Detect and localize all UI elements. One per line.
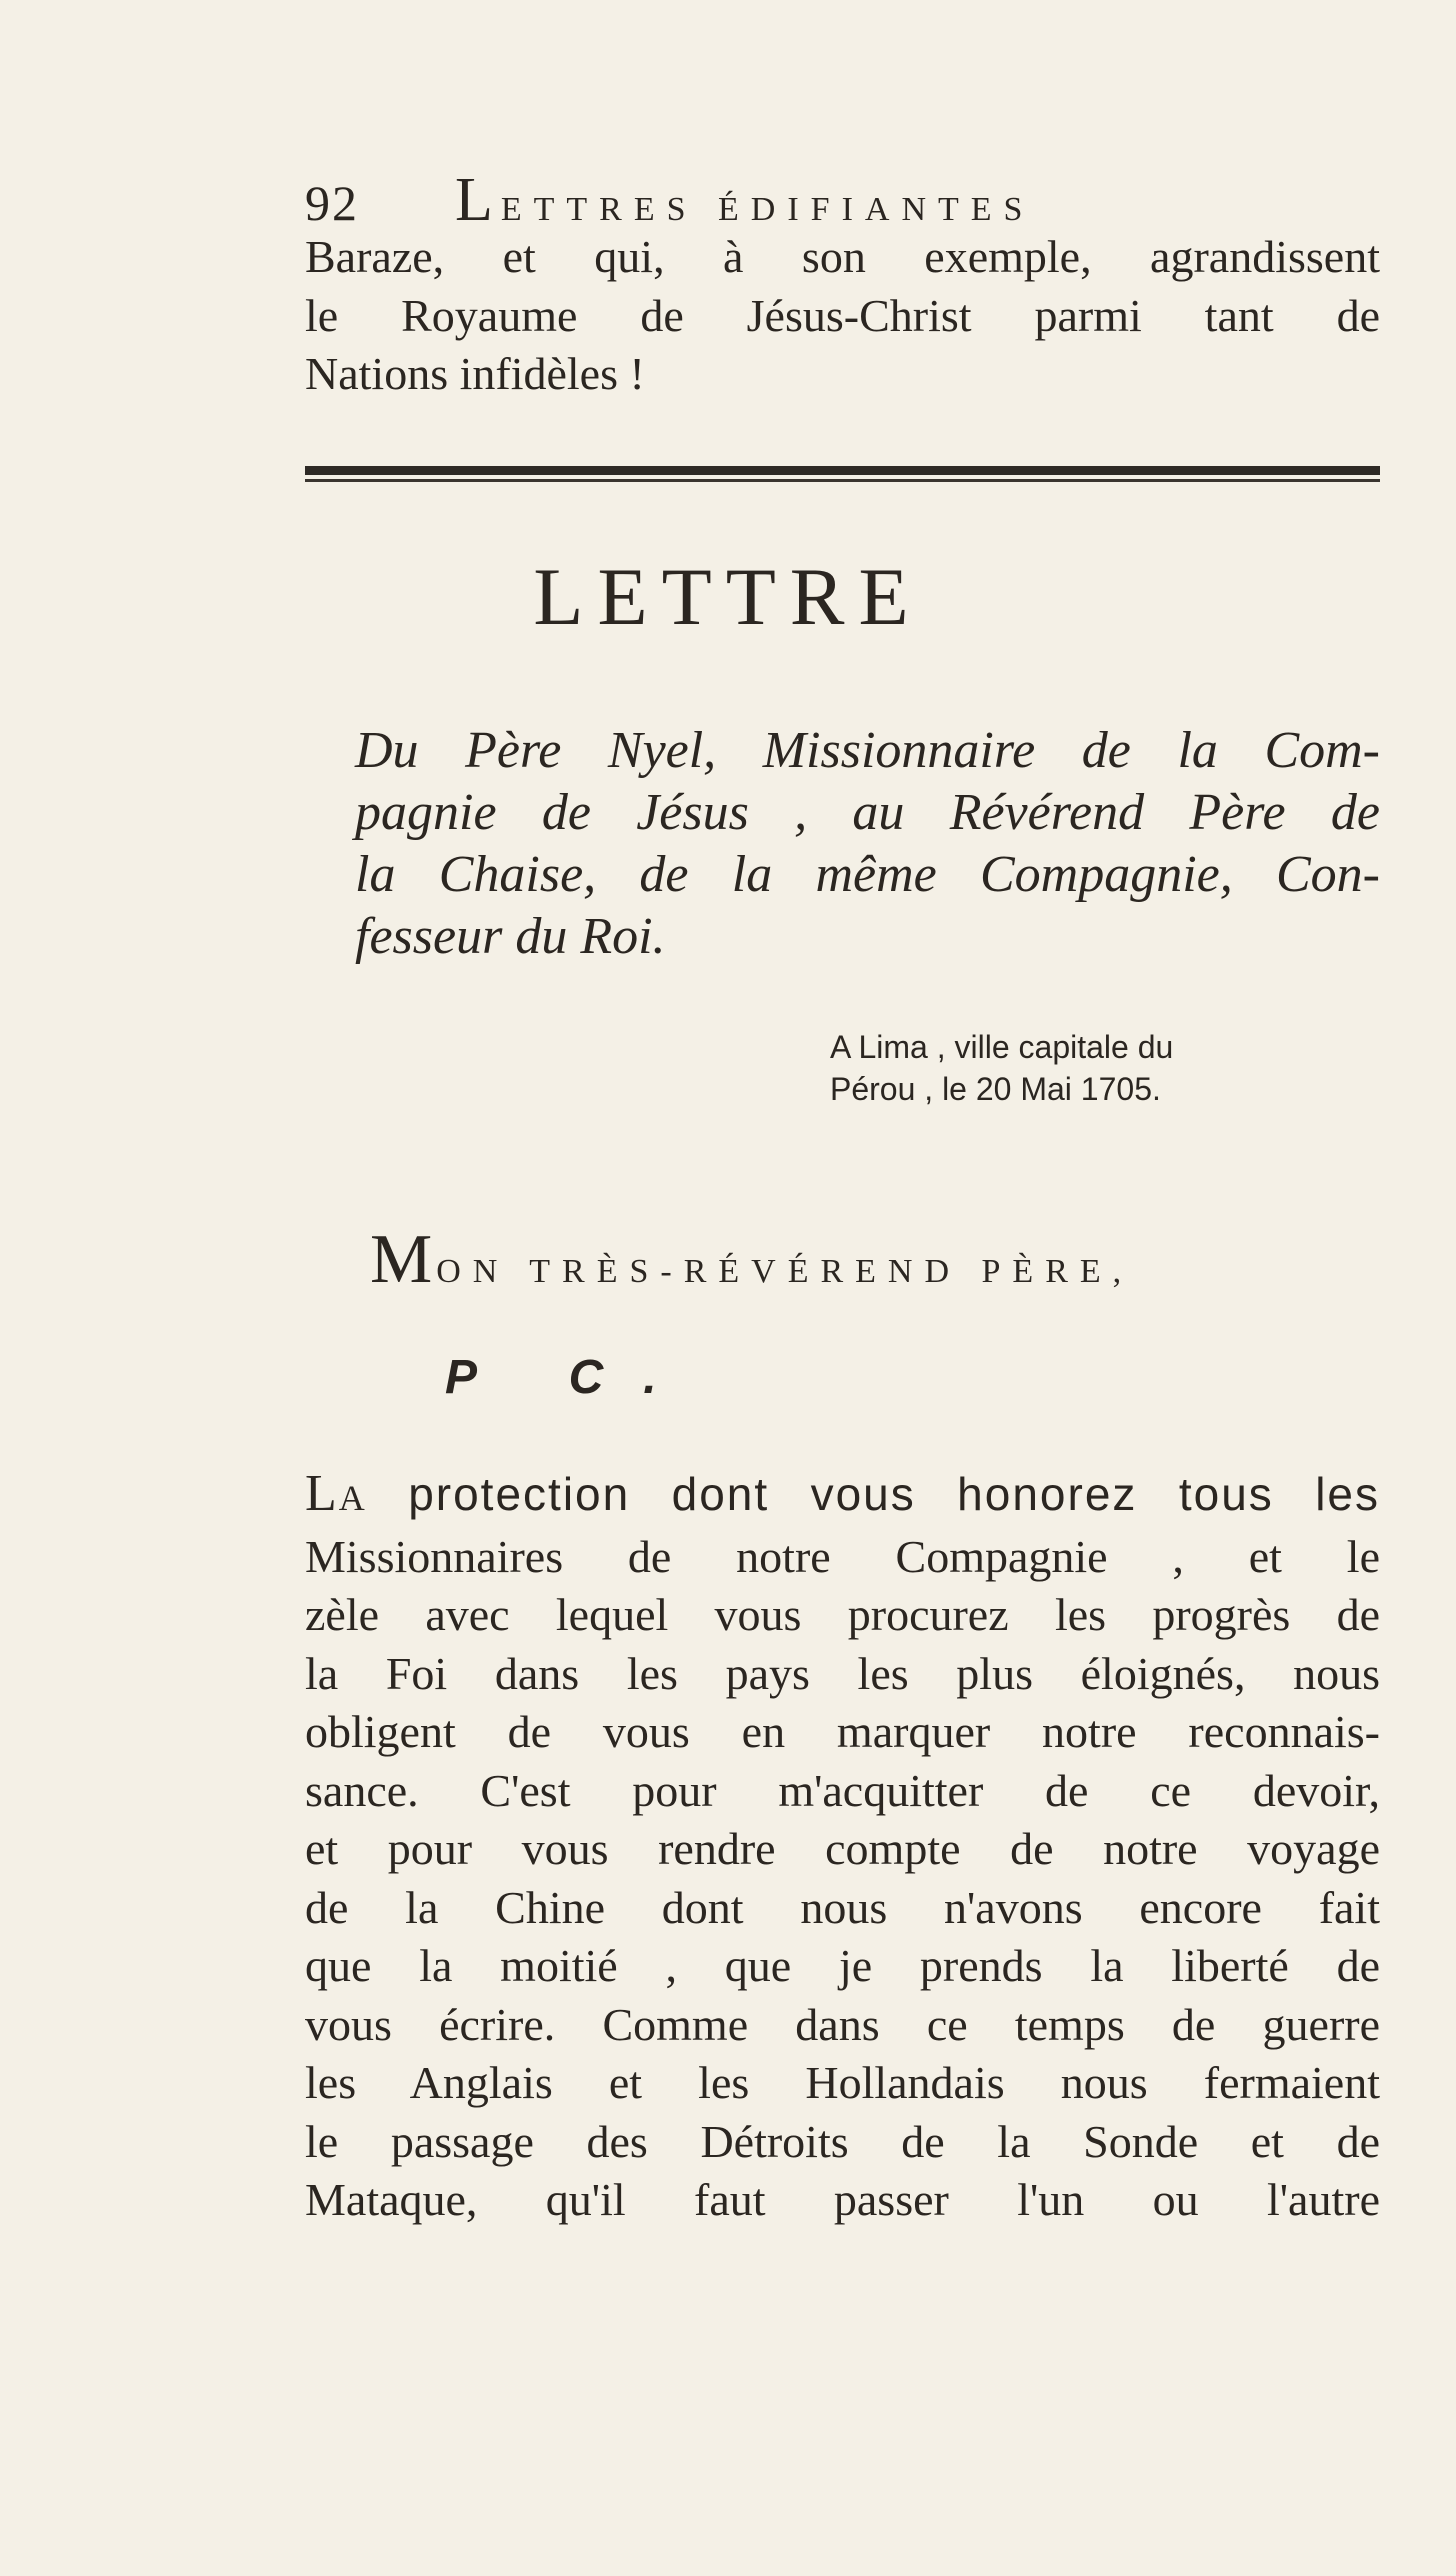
letter-body	[305, 1465, 1380, 2230]
intro-line: le Royaume de Jésus-Christ parmi tant de	[305, 289, 1380, 341]
divider-thick-rule	[305, 466, 1380, 475]
subtitle-line: Du Père Nyel, Missionnaire de la Com-	[355, 722, 1380, 779]
body-line: et pour vous rendre compte de notre voyage	[305, 1823, 1380, 1874]
body-line: zèle avec lequel vous procurez les progrès de	[305, 1589, 1380, 1640]
body-first-line	[305, 1465, 1380, 1528]
body-first-line-rest: protection dont vous honorez tous les	[366, 1468, 1380, 1520]
body-line: que la moitié , que je prends la liberté de	[305, 1940, 1380, 1991]
salutation-rest: TRÈS-RÉVÉREND PÈRE,	[509, 1253, 1134, 1290]
body-line: la Foi dans les pays les plus éloignés, nous	[305, 1647, 1380, 1699]
body-line: sance. C'est pour m'acquitter de ce devoir,	[305, 1764, 1380, 1816]
intro-line: Baraze, et qui, à son exemple, agrandissent	[305, 231, 1380, 282]
page-number: 92	[305, 175, 359, 231]
page-header	[305, 165, 1380, 235]
letter-heading: LETTRE	[533, 551, 923, 642]
place-line: Pérou , le 20 Mai 1705.	[830, 1071, 1161, 1107]
body-line: le passage des Détroits de la Sonde et de	[305, 2115, 1380, 2167]
intro-line: Nations infidèles !	[305, 348, 645, 399]
divider-thin-rule	[305, 479, 1380, 482]
letter-subtitle	[355, 720, 1380, 968]
place-and-date	[830, 1026, 1380, 1110]
subtitle-line: la Chaise, de la même Compagnie, Con-	[355, 846, 1380, 903]
body-line: de la Chine dont nous n'avons encore fait	[305, 1881, 1380, 1933]
body-line: obligent de vous en marquer notre reconnais-	[305, 1706, 1380, 1757]
salutation-small-caps: ON	[436, 1253, 510, 1290]
subtitle-line: fesseur du Roi.	[355, 908, 666, 965]
body-line: Missionnaires de notre Compagnie , et le	[305, 1530, 1380, 1582]
pax-christi: P C.	[445, 1351, 697, 1404]
body-initial-small-cap: A	[338, 1478, 367, 1518]
intro-paragraph	[305, 228, 1380, 404]
salutation-initial: M	[370, 1221, 437, 1298]
subtitle-line: pagnie de Jésus , au Révérend Père de	[355, 784, 1380, 841]
body-line: Mataque, qu'il faut passer l'un ou l'autre	[305, 2174, 1380, 2225]
running-title-initial: L	[455, 166, 501, 234]
body-initial: L	[305, 1465, 339, 1522]
body-line: les Anglais et les Hollandais nous fermaient	[305, 2057, 1380, 2108]
body-line: vous écrire. Comme dans ce temps de guerre	[305, 1998, 1380, 2050]
running-title	[455, 165, 1034, 236]
salutation	[370, 1220, 1380, 1300]
section-divider	[305, 466, 1380, 486]
place-line: A Lima , ville capitale du	[830, 1029, 1174, 1065]
running-title-rest: ETTRES ÉDIFIANTES	[500, 191, 1035, 228]
